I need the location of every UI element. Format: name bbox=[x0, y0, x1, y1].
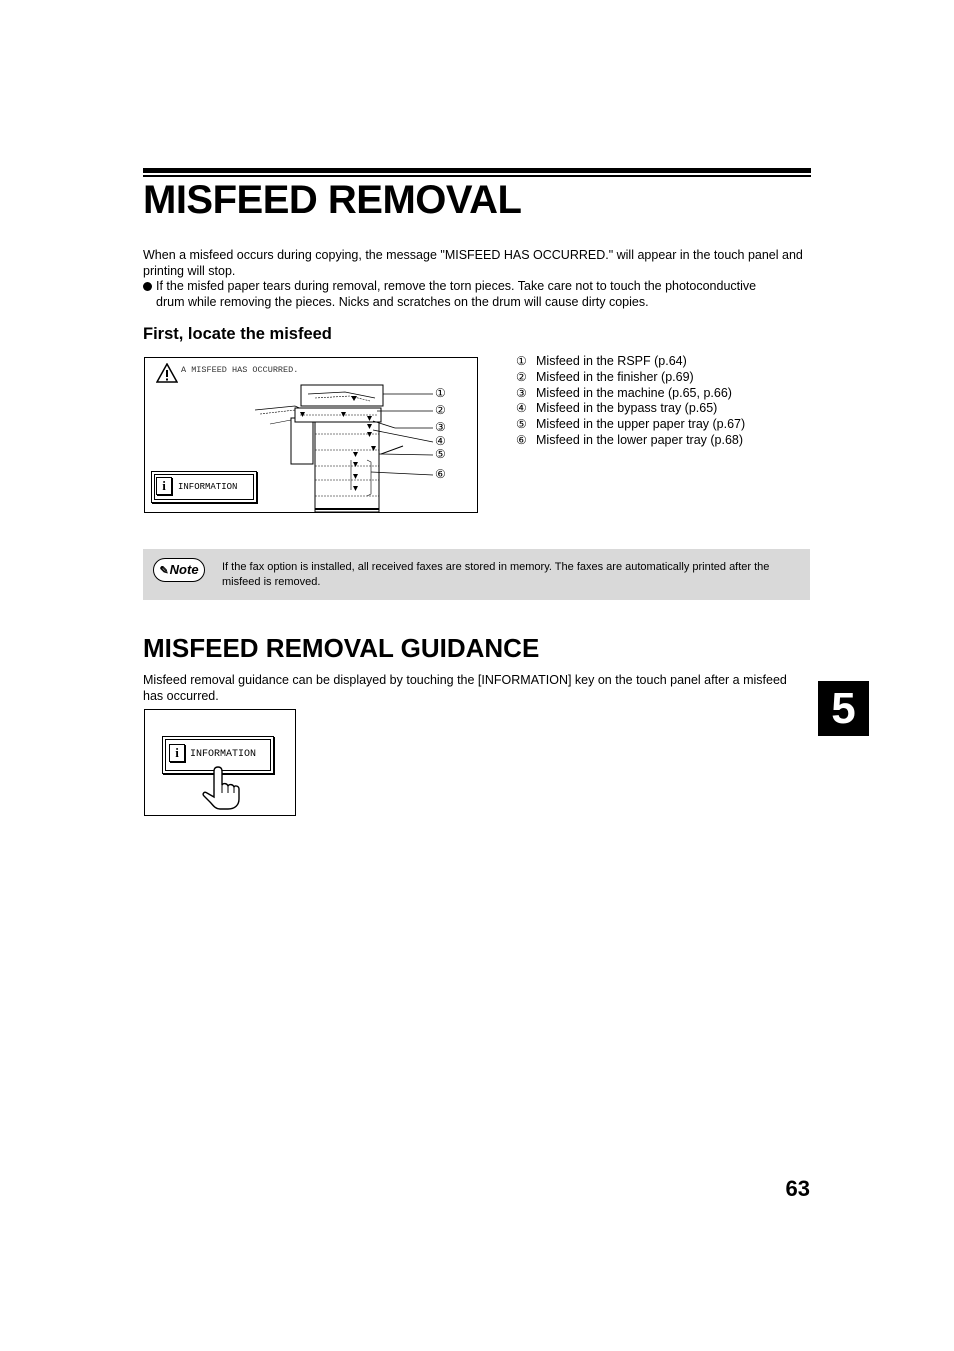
callout-2: ② bbox=[435, 403, 446, 417]
page-title: MISFEED REMOVAL bbox=[143, 178, 522, 222]
information-icon: i bbox=[169, 744, 185, 762]
note-text: If the fax option is installed, all received faxes are stored in memory. The faxes are automatically printed after the misfeed is removed. bbox=[222, 561, 770, 588]
note-badge: ✎Note bbox=[153, 558, 205, 582]
bullet-paragraph bbox=[143, 278, 813, 310]
information-button-large-label: INFORMATION bbox=[190, 749, 257, 760]
guidance-paragraph: Misfeed removal guidance can be displayed by touching the [INFORMATION] key on the touch panel after a misfeed has occurred. bbox=[143, 673, 787, 703]
bullet-line-2: drum while removing the pieces. Nicks and scratches on the drum will cause dirty copies. bbox=[156, 295, 649, 309]
callout-3: ③ bbox=[435, 420, 446, 434]
title-rule-thin bbox=[143, 175, 811, 177]
legend-item: ⑤ Misfeed in the upper paper tray (p.67) bbox=[516, 417, 746, 432]
legend-item: ② Misfeed in the finisher (p.69) bbox=[516, 369, 694, 384]
intro-paragraph: When a misfeed occurs during copying, the message "MISFEED HAS OCCURRED." will appear in the touch panel and printing will stop. bbox=[143, 248, 803, 278]
information-button-label: INFORMATION bbox=[178, 482, 238, 492]
callout-6: ⑥ bbox=[435, 467, 446, 481]
title-rule-thick bbox=[143, 168, 811, 173]
legend-item: ③ Misfeed in the machine (p.65, p.66) bbox=[516, 385, 732, 400]
misfeed-location-legend bbox=[516, 354, 745, 449]
bullet-line-1: If the misfed paper tears during removal, remove the torn pieces. Take care not to touch the photoconductive bbox=[156, 279, 757, 293]
information-icon: i bbox=[156, 477, 172, 495]
pencil-icon: ✎ bbox=[159, 565, 169, 577]
legend-item: ⑥ Misfeed in the lower paper tray (p.68) bbox=[516, 432, 744, 447]
callout-1: ① bbox=[435, 386, 446, 400]
callout-5: ⑤ bbox=[435, 447, 446, 461]
information-key-illustration bbox=[144, 709, 296, 816]
subheading-locate-misfeed: First, locate the misfeed bbox=[143, 325, 332, 343]
callout-4: ④ bbox=[435, 434, 446, 448]
pointing-hand-icon bbox=[200, 765, 250, 813]
touch-panel-illustration bbox=[144, 357, 478, 513]
bullet-dot-icon bbox=[143, 282, 152, 291]
page-number: 63 bbox=[785, 1176, 810, 1201]
legend-item: ① Misfeed in the RSPF (p.64) bbox=[516, 354, 687, 368]
chapter-tab: 5 bbox=[818, 681, 869, 736]
guidance-heading: MISFEED REMOVAL GUIDANCE bbox=[143, 633, 540, 663]
information-button[interactable] bbox=[151, 471, 257, 503]
misfeed-message: A MISFEED HAS OCCURRED. bbox=[181, 365, 299, 375]
legend-item: ④ Misfeed in the bypass tray (p.65) bbox=[516, 401, 718, 416]
note-box bbox=[143, 549, 810, 600]
